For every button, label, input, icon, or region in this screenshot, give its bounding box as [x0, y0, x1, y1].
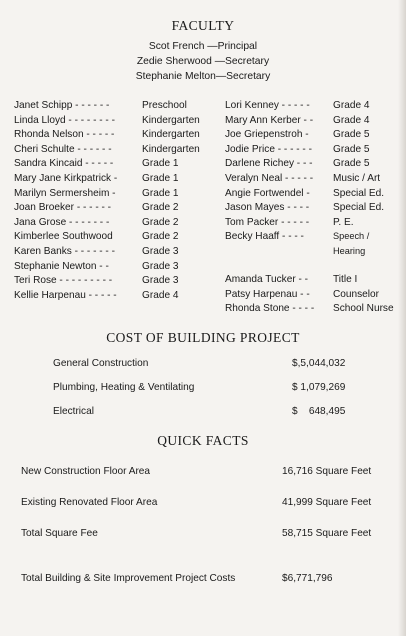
faculty-role: Grade 1	[142, 172, 179, 184]
faculty-role: Grade 3	[142, 275, 179, 287]
faculty-name: Stephanie Newton - -	[14, 260, 109, 272]
cost-label: General Construction	[53, 358, 149, 369]
faculty-role: Special Ed.	[333, 202, 385, 214]
faculty-name: Janet Schipp - - - - - -	[14, 100, 110, 111]
fact-label: New Construction Floor Area	[21, 466, 151, 477]
faculty-right-column	[225, 100, 405, 318]
faculty-name: Teri Rose - - - - - - - - -	[14, 275, 113, 287]
cost-heading: COST OF BUILDING PROJECT	[106, 330, 300, 345]
faculty-row	[225, 246, 405, 274]
faculty-row	[225, 129, 405, 144]
faculty-row	[225, 144, 405, 159]
faculty-row	[14, 158, 214, 173]
faculty-row	[225, 202, 405, 217]
fact-value: $6,771,796	[282, 573, 333, 584]
faculty-role: Grade 4	[142, 289, 179, 301]
faculty-row	[14, 115, 214, 130]
faculty-row	[14, 129, 214, 144]
cost-value: $ 1,079,269	[292, 382, 346, 393]
faculty-role: Counselor	[333, 288, 380, 300]
faculty-row	[225, 274, 405, 289]
fact-value: 41,999 Square Feet	[282, 497, 372, 508]
fact-label: Total Building & Site Improvement Project Costs	[21, 573, 236, 584]
faculty-row	[225, 158, 405, 173]
faculty-role: Kindergarten	[142, 143, 200, 155]
faculty-row	[14, 290, 214, 305]
faculty-row	[14, 275, 214, 290]
faculty-row	[225, 231, 405, 246]
faculty-row	[225, 115, 405, 130]
faculty-role: Hearing	[333, 245, 366, 256]
faculty-left-column	[14, 100, 214, 304]
faculty-row	[14, 100, 214, 115]
faculty-name: Joan Broeker - - - - - -	[14, 202, 112, 214]
faculty-heading: FACULTY	[171, 18, 235, 33]
faculty-role: Kindergarten	[142, 129, 200, 141]
fact-value: 58,715 Square Feet	[282, 528, 372, 539]
faculty-name: Karen Banks - - - - - - -	[14, 245, 115, 257]
faculty-role: Grade 5	[333, 143, 370, 155]
faculty-row	[225, 217, 405, 232]
faculty-role: P. E.	[333, 216, 354, 228]
faculty-row	[14, 144, 214, 159]
faculty-row	[14, 188, 214, 203]
faculty-row	[225, 100, 405, 115]
faculty-role: Kindergarten	[142, 114, 200, 126]
admin-principal: Scot French —Principal	[148, 41, 258, 52]
fact-label: Existing Renovated Floor Area	[21, 497, 158, 508]
faculty-row	[225, 303, 405, 318]
faculty-role: Grade 2	[142, 202, 179, 214]
admin-secretary-2: Stephanie Melton—Secretary	[135, 71, 271, 82]
faculty-name: Jana Grose - - - - - - -	[14, 216, 110, 228]
faculty-name: Rhonda Nelson - - - - -	[14, 129, 115, 141]
faculty-name: Mary Ann Kerber - -	[225, 114, 314, 126]
faculty-name: Jodie Price - - - - - -	[225, 143, 312, 155]
faculty-role: Grade 4	[333, 100, 370, 111]
faculty-row	[14, 246, 214, 261]
faculty-row	[14, 261, 214, 276]
faculty-name: Jason Mayes - - - -	[225, 202, 310, 214]
faculty-row	[14, 202, 214, 217]
admin-secretary-1: Zedie Sherwood —Secretary	[136, 56, 270, 67]
faculty-role: Grade 1	[142, 158, 179, 170]
faculty-role: Music / Art	[333, 172, 381, 184]
faculty-name: Rhonda Stone - - - -	[225, 303, 315, 315]
faculty-name: Joe Griepenstroh -	[225, 129, 309, 141]
faculty-name: Kellie Harpenau - - - - -	[14, 289, 117, 301]
faculty-row	[225, 289, 405, 304]
cost-value: $ 648,495	[292, 406, 346, 417]
faculty-role: Grade 5	[333, 129, 370, 141]
fact-label: Total Square Fee	[21, 528, 98, 539]
faculty-name: Angie Fortwendel -	[225, 187, 310, 199]
quick-facts-heading: QUICK FACTS	[157, 433, 249, 448]
faculty-role: School Nurse	[333, 303, 394, 315]
faculty-role: Grade 5	[333, 158, 370, 170]
faculty-name: Kimberlee Southwood	[14, 231, 113, 243]
faculty-name: Veralyn Neal - - - - -	[225, 172, 314, 184]
faculty-role: Grade 4	[333, 114, 370, 126]
faculty-row	[14, 173, 214, 188]
faculty-name: Cheri Schulte - - - - - -	[14, 143, 112, 155]
page-edge-shadow	[398, 0, 406, 636]
faculty-role: Grade 3	[142, 260, 179, 272]
faculty-row	[225, 188, 405, 203]
faculty-role: Special Ed.	[333, 187, 385, 199]
faculty-name: Linda Lloyd - - - - - - - -	[14, 114, 115, 126]
faculty-role: Speech /	[333, 231, 370, 242]
faculty-name: Sandra Kincaid - - - - -	[14, 158, 114, 170]
faculty-name: Becky Haaff - - - -	[225, 231, 304, 243]
faculty-row	[14, 231, 214, 246]
fact-value: 16,716 Square Feet	[282, 466, 372, 477]
faculty-name: Mary Jane Kirkpatrick -	[14, 172, 118, 184]
faculty-name: Darlene Richey - - -	[225, 158, 313, 170]
faculty-name: Lori Kenney - - - - -	[225, 100, 310, 111]
faculty-role: Title I	[333, 273, 358, 285]
cost-label: Electrical	[53, 406, 94, 417]
faculty-role: Grade 2	[142, 231, 179, 243]
faculty-role: Grade 3	[142, 245, 179, 257]
cost-label: Plumbing, Heating & Ventilating	[53, 382, 195, 393]
faculty-name: Marilyn Sermersheim -	[14, 187, 116, 199]
faculty-row	[14, 217, 214, 232]
faculty-row	[225, 173, 405, 188]
faculty-role: Grade 1	[142, 187, 179, 199]
faculty-role: Grade 2	[142, 216, 179, 228]
faculty-name: Amanda Tucker - -	[225, 273, 309, 285]
faculty-name: Tom Packer - - - - -	[225, 216, 310, 228]
faculty-role: Preschool	[142, 100, 187, 111]
faculty-name: Patsy Harpenau - -	[225, 288, 310, 300]
cost-value: $,5,044,032	[292, 358, 346, 369]
